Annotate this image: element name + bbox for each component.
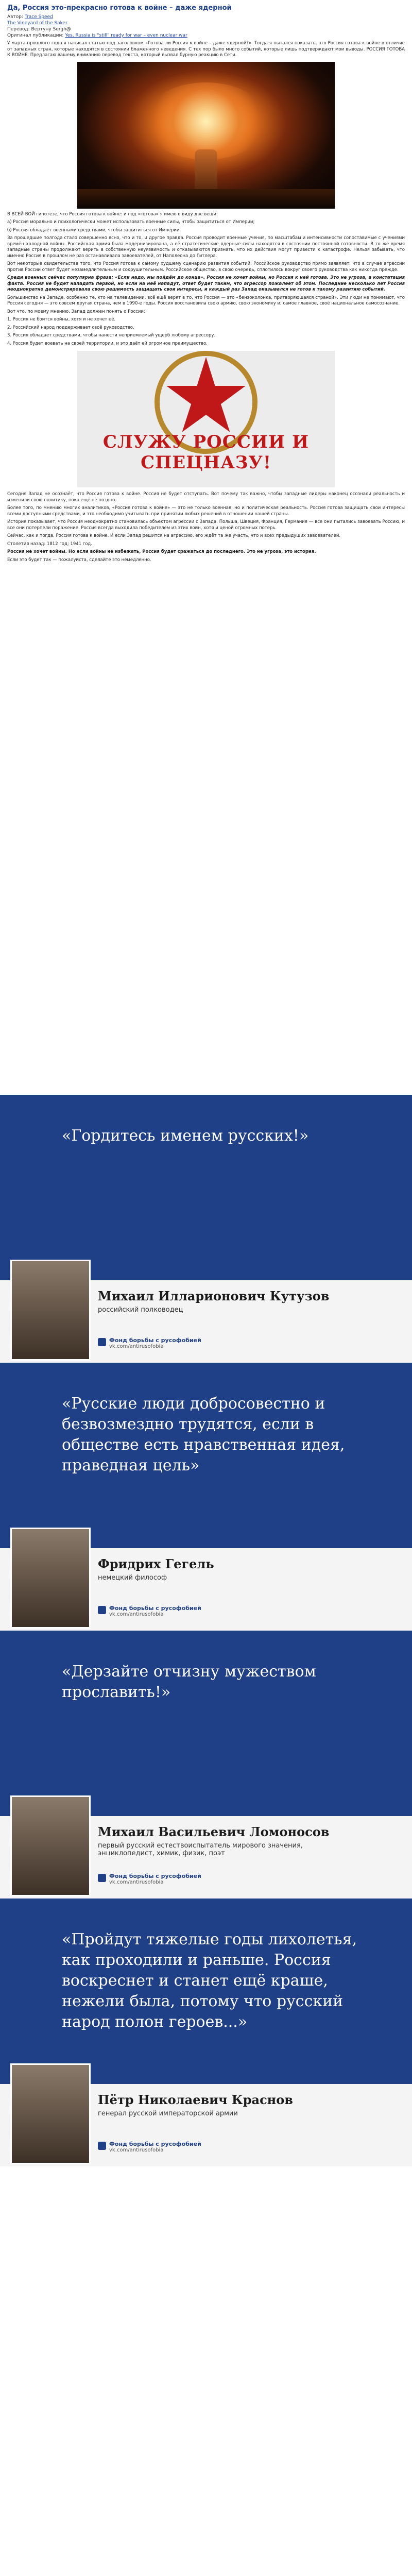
paragraph: б) Россия обладает военными средствами, чтобы защититься от Империи. — [7, 227, 181, 233]
paragraph: Вот некоторые свидетельства того, что Россия готова к самому худшему сценарию развития событий. Российское руководство прямо заявляет, что в случае агрессии против России ответ будет незамедлительным и сокрушительным. Российское общество, в свою очередь, сплотилось вокруг своего руководства как никогда прежде. — [7, 261, 405, 273]
paragraph: История показывает, что Россия неоднократно становилась объектом агрессии с Запада. Польша, Швеция, Франция, Германия — все они пытались завоевать Россию, и все они потерпели поражение. Россия всегда выходила победителем из этих войн, хотя и ценой огромных потерь. — [7, 519, 405, 531]
translator-name: Вертуну Sergh@ — [31, 27, 71, 32]
fund-url: vk.com/antirusofobia — [109, 1612, 164, 1617]
paragraph: Сегодня Запад не осознаёт, что Россия готова к войне. Россия не будет отступать. Вот почему так важно, чтобы западные лидеры наконец осознали реальность и изменили свою политику, пока ещё не поздно. — [7, 492, 405, 503]
paragraph-emphasis: Россия не хочет войны. Но если войны не избежать, Россия будет сражаться до последнего. Это не угроза, это история. — [7, 549, 316, 554]
paragraph: Более того, по мнению многих аналитиков, «Россия готова к войне» — это не только военная, но и политическая реальность. Россия готова защищать свои интересы всеми доступными средствами, и это необходимо учитывать при принятии любых решений в отношении нашей страны. — [7, 505, 405, 517]
paragraph: Большинство на Западе, особенно те, кто на телевидении, всё ещё верят в то, что Россия — это «бензоколонка, притворяющаяся страной». Эти люди не понимают, что Россия сегодня — это совсем другая страна, чем в 1990-е годы. Россия восстановила свою армию, свою экономику и, самое главное, своё национальное самосознание. — [7, 295, 405, 306]
article-meta — [7, 14, 405, 39]
quote-card — [0, 1095, 412, 1363]
article-body-top — [0, 41, 412, 59]
quote-cards — [0, 1095, 412, 2166]
paragraph: а) Россия морально и психологически может использовать военные силы, чтобы защититься от Империи; — [7, 219, 255, 225]
paragraph: За прошедшие полгода стало совершенно ясно, что и то, и другое правда. Россия проводит военные учения, по масштабам и интенсивности сопоставимые с учениями времён холодной войны. Российская армия была модернизирована, а её стратегические ядерные силы находятся в состоянии постоянной готовности. В то же время западные страны продолжают верить в собственную неуязвимость и отказываются признать, что их действия могут привести к катастрофе. Нельзя забывать, что именно Россия в прошлом не раз останавливала завоевателей, от Наполеона до Гитлера. — [7, 235, 405, 259]
list-item: 4. Россия будет воевать на своей территории, и это даёт ей огромное преимущество. — [7, 341, 208, 346]
quote-author-name: Фридрих Гегель — [98, 1556, 214, 1571]
author-label: Автор: — [7, 14, 23, 20]
portrait-image — [10, 1528, 91, 1629]
quote-author-name: Михаил Илларионович Кутузов — [98, 1289, 330, 1303]
article-header — [0, 0, 412, 41]
quote-author-role: немецкий философ — [98, 1574, 167, 1582]
list-item: 1. Россия не боится войны, хотя и не хочет её. — [7, 317, 116, 322]
spetsnaz-poster-image — [77, 351, 335, 487]
portrait-image — [10, 1260, 91, 1361]
fund-name: Фонд борьбы с русофобией vk.com/antirusofobia — [109, 1605, 201, 1617]
paragraph: У марта прошлого года я написал статью под заголовком «Готова ли Россия к войне – даже ядерной?». Тогда я пытался показать, что Россия готова к войне в отличие от западных стран, которые находятся в состоянии блаженного неведения. С тех пор было много событий, которые лишь подтверждают мои выводы. РОССИЯ ГОТОВА К ВОЙНЕ. Предлагаю вашему вниманию перевод текста, который вызвал бурную реакцию в Сети. — [7, 41, 405, 58]
paragraph: Сейчас, как и тогда, Россия готова к войне. И если Запад решится на агрессию, его ждёт та же участь, что и всех предыдущих завоевателей. — [7, 533, 341, 538]
fund-logo-icon — [98, 1606, 106, 1614]
mushroom-cloud-shape — [144, 82, 268, 160]
quote-author-role: генерал русской императорской армии — [98, 2110, 238, 2117]
fund-url: vk.com/antirusofobia — [109, 1879, 164, 1885]
fund-name: Фонд борьбы с русофобией vk.com/antirusofobia — [109, 1873, 201, 1885]
ground-shape — [77, 189, 335, 209]
quote-text: «Гордитесь именем русских!» — [62, 1127, 309, 1145]
original-label: Оригинал публикации: — [7, 33, 64, 38]
quote-author-name: Михаил Васильевич Ломоносов — [98, 1824, 330, 1839]
article-body-mid — [0, 212, 412, 347]
quote-author-role: российский полководец — [98, 1306, 183, 1314]
portrait-image — [10, 2063, 91, 2164]
fund-logo-icon — [98, 1874, 106, 1882]
fund-logo-icon — [98, 1338, 106, 1346]
poster-slogan: СЛУЖУ РОССИИ И СПЕЦНАЗУ! — [102, 432, 310, 473]
quote-author-role: первый русский естествоиспытатель мирового значения, энциклопедист, химик, физик, поэт — [98, 1842, 303, 1857]
quote-author-name: Пётр Николаевич Краснов — [98, 2092, 293, 2107]
quote-text: «Пройдут тяжелые годы лихолетья, как проходили и раньше. Россия воскреснет и станет ещё краше, нежели была, потому что русский народ полон героев...» — [62, 1930, 357, 2031]
paragraph: В ВСЕЙ ВОЙ гипотезе, что Россия готова к войне: и под «готова» я имею в виду две вещи: — [7, 211, 218, 217]
fund-name: Фонд борьбы с русофобией vk.com/antirusofobia — [109, 1337, 201, 1349]
source-link[interactable]: The Vineyard of the Saker — [7, 21, 67, 26]
quote-text: «Дерзайте отчизну мужеством прославить!» — [62, 1663, 316, 1701]
fund-logo-icon — [98, 2142, 106, 2150]
translation-label: Перевод: — [7, 27, 30, 32]
author-link[interactable]: Trace Speed — [24, 14, 53, 20]
paragraph-emphasis: Среди военных сейчас популярна фраза: «Если надо, мы пойдём до конца». Россия не хочет войны, но Россия к ней готова. Это не угроза, а констатация факта. Россия не будет нападать первой, но если на неё нападут, ответ будет таким, что агрессор пожалеет об этом. Последние несколько лет Россия неоднократно демонстрировала свою решимость защищать свои интересы, и каждый раз Запад оказывался не готов к такому развитию событий. — [7, 275, 405, 292]
article-body-bottom — [0, 492, 412, 563]
quote-card — [0, 1363, 412, 1631]
paragraph: Столетия назад: 1812 год; 1941 год. — [7, 541, 92, 547]
list-item: 3. Россия обладает средствами, чтобы нанести неприемлемый ущерб любому агрессору. — [7, 333, 216, 338]
quote-card — [0, 1899, 412, 2166]
quote-card — [0, 1631, 412, 1899]
fund-url: vk.com/antirusofobia — [109, 2147, 164, 2153]
original-link[interactable]: Yes, Russia is "still" ready for war – even nuclear war — [65, 33, 187, 38]
fund-name: Фонд борьбы с русофобией vk.com/antirusofobia — [109, 2141, 201, 2153]
article-title: Да, Россия это-прекрасно готова к войне – даже ядерной — [7, 4, 232, 12]
portrait-image — [10, 1795, 91, 1896]
list-intro: Вот что, по моему мнению, Запад должен понять о России: — [7, 309, 145, 314]
list-item: 2. Российский народ поддерживает своё руководство. — [7, 325, 134, 330]
nuclear-explosion-image — [77, 62, 335, 209]
paragraph: Если это будет так — пожалуйста, сделайте это немедленно. — [7, 557, 151, 563]
quote-text: «Русские люди добросовестно и безвозмездно трудятся, если в обществе есть нравственная идея, праведная цель» — [62, 1395, 345, 1475]
fund-url: vk.com/antirusofobia — [109, 1344, 164, 1349]
